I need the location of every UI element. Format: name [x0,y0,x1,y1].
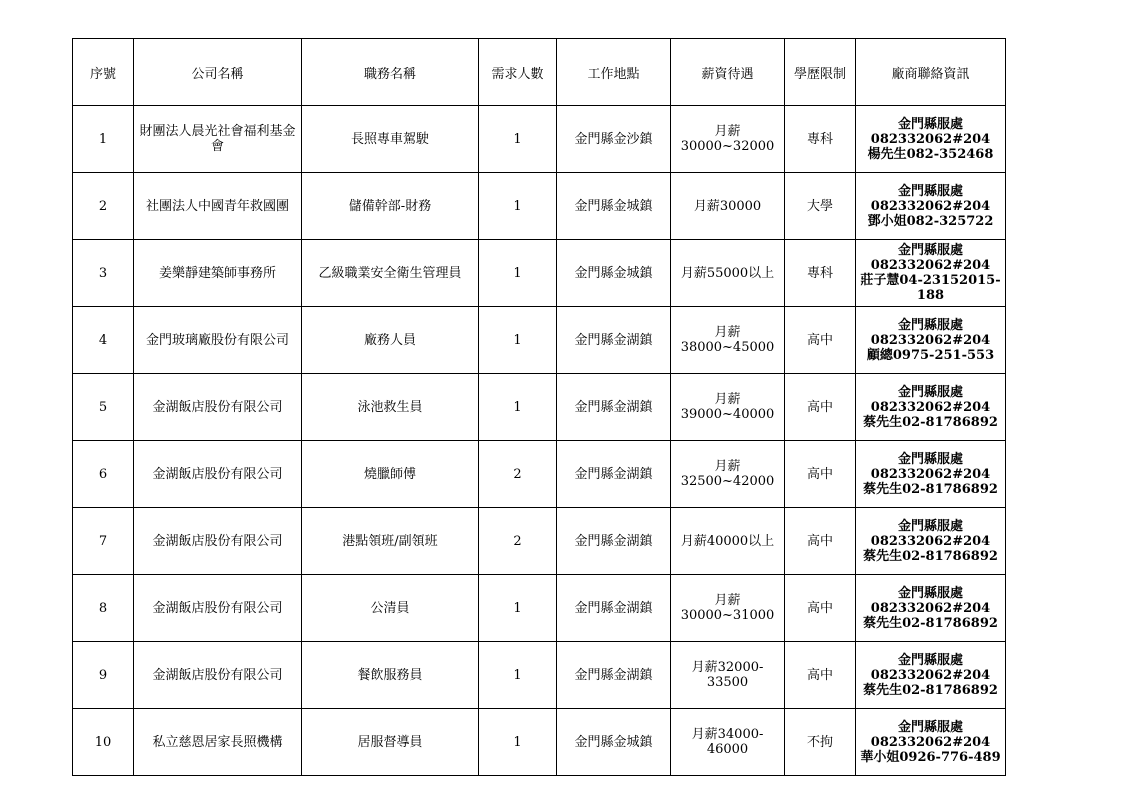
contact-service-line: 金門縣服處082332062#204 [870,518,991,549]
cell-contact [856,307,1006,374]
cell-education: 不拘 [785,709,856,776]
cell-headcount: 1 [479,374,557,441]
contact-person-line: 蔡先生02-81786892 [863,682,998,698]
cell-company: 社團法人中國青年救國團 [134,173,302,240]
table-row [73,642,1006,709]
cell-contact [856,575,1006,642]
cell-salary: 月薪34000- 46000 [671,709,785,776]
contact-person-line: 楊先生082-352468 [867,146,994,162]
contact-service-line: 金門縣服處082332062#204 [870,652,991,683]
header-education: 學歷限制 [785,39,856,106]
cell-job-title: 餐飲服務員 [302,642,479,709]
cell-job-title: 公清員 [302,575,479,642]
cell-headcount: 1 [479,106,557,173]
table-row [73,173,1006,240]
cell-job-title: 乙級職業安全衛生管理員 [302,240,479,307]
cell-education: 專科 [785,106,856,173]
header-salary: 薪資待遇 [671,39,785,106]
cell-contact [856,441,1006,508]
cell-number: 4 [73,307,134,374]
cell-headcount: 2 [479,441,557,508]
header-company: 公司名稱 [134,39,302,106]
cell-contact [856,508,1006,575]
table-row [73,106,1006,173]
cell-number: 5 [73,374,134,441]
cell-education: 高中 [785,642,856,709]
cell-number: 7 [73,508,134,575]
cell-salary: 月薪 38000~45000 [671,307,785,374]
contact-person-line: 蔡先生02-81786892 [863,414,998,430]
contact-person-line: 蔡先生02-81786892 [863,481,998,497]
contact-service-line: 金門縣服處082332062#204 [870,317,991,348]
cell-company: 金湖飯店股份有限公司 [134,642,302,709]
cell-education: 高中 [785,508,856,575]
cell-education: 專科 [785,240,856,307]
contact-person-line: 鄧小姐082-325722 [867,213,994,229]
contact-service-line: 金門縣服處082332062#204 [870,585,991,616]
cell-company: 金湖飯店股份有限公司 [134,508,302,575]
cell-salary: 月薪 30000~32000 [671,106,785,173]
contact-service-line: 金門縣服處082332062#204 [870,116,991,147]
contact-person-line: 蔡先生02-81786892 [863,548,998,564]
cell-location: 金門縣金湖鎮 [557,307,671,374]
contact-service-line: 金門縣服處082332062#204 [870,384,991,415]
cell-contact [856,709,1006,776]
header-headcount: 需求人數 [479,39,557,106]
contact-service-line: 金門縣服處082332062#204 [870,183,991,214]
cell-contact [856,642,1006,709]
cell-company: 財團法人晨光社會福利基金會 [134,106,302,173]
cell-salary: 月薪30000 [671,173,785,240]
cell-location: 金門縣金城鎮 [557,173,671,240]
table-row [73,575,1006,642]
contact-person-line: 華小姐0926-776-489 [860,749,1001,765]
cell-headcount: 1 [479,709,557,776]
cell-number: 1 [73,106,134,173]
cell-headcount: 1 [479,642,557,709]
cell-company: 金湖飯店股份有限公司 [134,441,302,508]
header-job-title: 職務名稱 [302,39,479,106]
cell-education: 大學 [785,173,856,240]
contact-person-line: 顧總0975-251-553 [866,347,995,363]
table-row [73,709,1006,776]
contact-service-line: 金門縣服處082332062#204 [870,451,991,482]
cell-number: 6 [73,441,134,508]
cell-job-title: 燒臘師傅 [302,441,479,508]
cell-headcount: 1 [479,173,557,240]
cell-job-title: 居服督導員 [302,709,479,776]
header-location: 工作地點 [557,39,671,106]
cell-headcount: 1 [479,240,557,307]
table-row [73,508,1006,575]
cell-job-title: 長照專車駕駛 [302,106,479,173]
table-row [73,240,1006,307]
header-contact: 廠商聯絡資訊 [856,39,1006,106]
cell-education: 高中 [785,374,856,441]
cell-headcount: 1 [479,575,557,642]
cell-education: 高中 [785,575,856,642]
cell-location: 金門縣金沙鎮 [557,106,671,173]
cell-location: 金門縣金城鎮 [557,709,671,776]
cell-salary: 月薪55000以上 [671,240,785,307]
cell-contact [856,173,1006,240]
table-header-row [73,39,1006,106]
table-row [73,307,1006,374]
table-row [73,441,1006,508]
cell-company: 金門玻璃廠股份有限公司 [134,307,302,374]
cell-location: 金門縣金城鎮 [557,240,671,307]
cell-salary: 月薪 32500~42000 [671,441,785,508]
cell-company: 姜樂靜建築師事務所 [134,240,302,307]
contact-person-line: 莊子慧04-23152015-188 [860,273,1001,303]
cell-job-title: 廠務人員 [302,307,479,374]
cell-headcount: 2 [479,508,557,575]
contact-service-line: 金門縣服處082332062#204 [870,719,991,750]
cell-number: 8 [73,575,134,642]
cell-headcount: 1 [479,307,557,374]
cell-company: 金湖飯店股份有限公司 [134,575,302,642]
cell-location: 金門縣金湖鎮 [557,575,671,642]
cell-location: 金門縣金湖鎮 [557,508,671,575]
cell-contact [856,240,1006,307]
table-row [73,374,1006,441]
cell-job-title: 港點領班/副領班 [302,508,479,575]
contact-service-line: 金門縣服處082332062#204 [870,243,991,273]
cell-salary: 月薪 39000~40000 [671,374,785,441]
cell-salary: 月薪40000以上 [671,508,785,575]
cell-location: 金門縣金湖鎮 [557,642,671,709]
cell-location: 金門縣金湖鎮 [557,441,671,508]
cell-salary: 月薪32000- 33500 [671,642,785,709]
cell-location: 金門縣金湖鎮 [557,374,671,441]
cell-contact [856,106,1006,173]
cell-number: 9 [73,642,134,709]
cell-number: 3 [73,240,134,307]
cell-number: 10 [73,709,134,776]
cell-salary: 月薪 30000~31000 [671,575,785,642]
contact-person-line: 蔡先生02-81786892 [863,615,998,631]
cell-job-title: 儲備幹部-財務 [302,173,479,240]
cell-company: 金湖飯店股份有限公司 [134,374,302,441]
cell-company: 私立慈恩居家長照機構 [134,709,302,776]
cell-education: 高中 [785,441,856,508]
header-number: 序號 [73,39,134,106]
cell-number: 2 [73,173,134,240]
cell-contact [856,374,1006,441]
job-listing-table [72,38,1006,776]
cell-job-title: 泳池救生員 [302,374,479,441]
cell-education: 高中 [785,307,856,374]
